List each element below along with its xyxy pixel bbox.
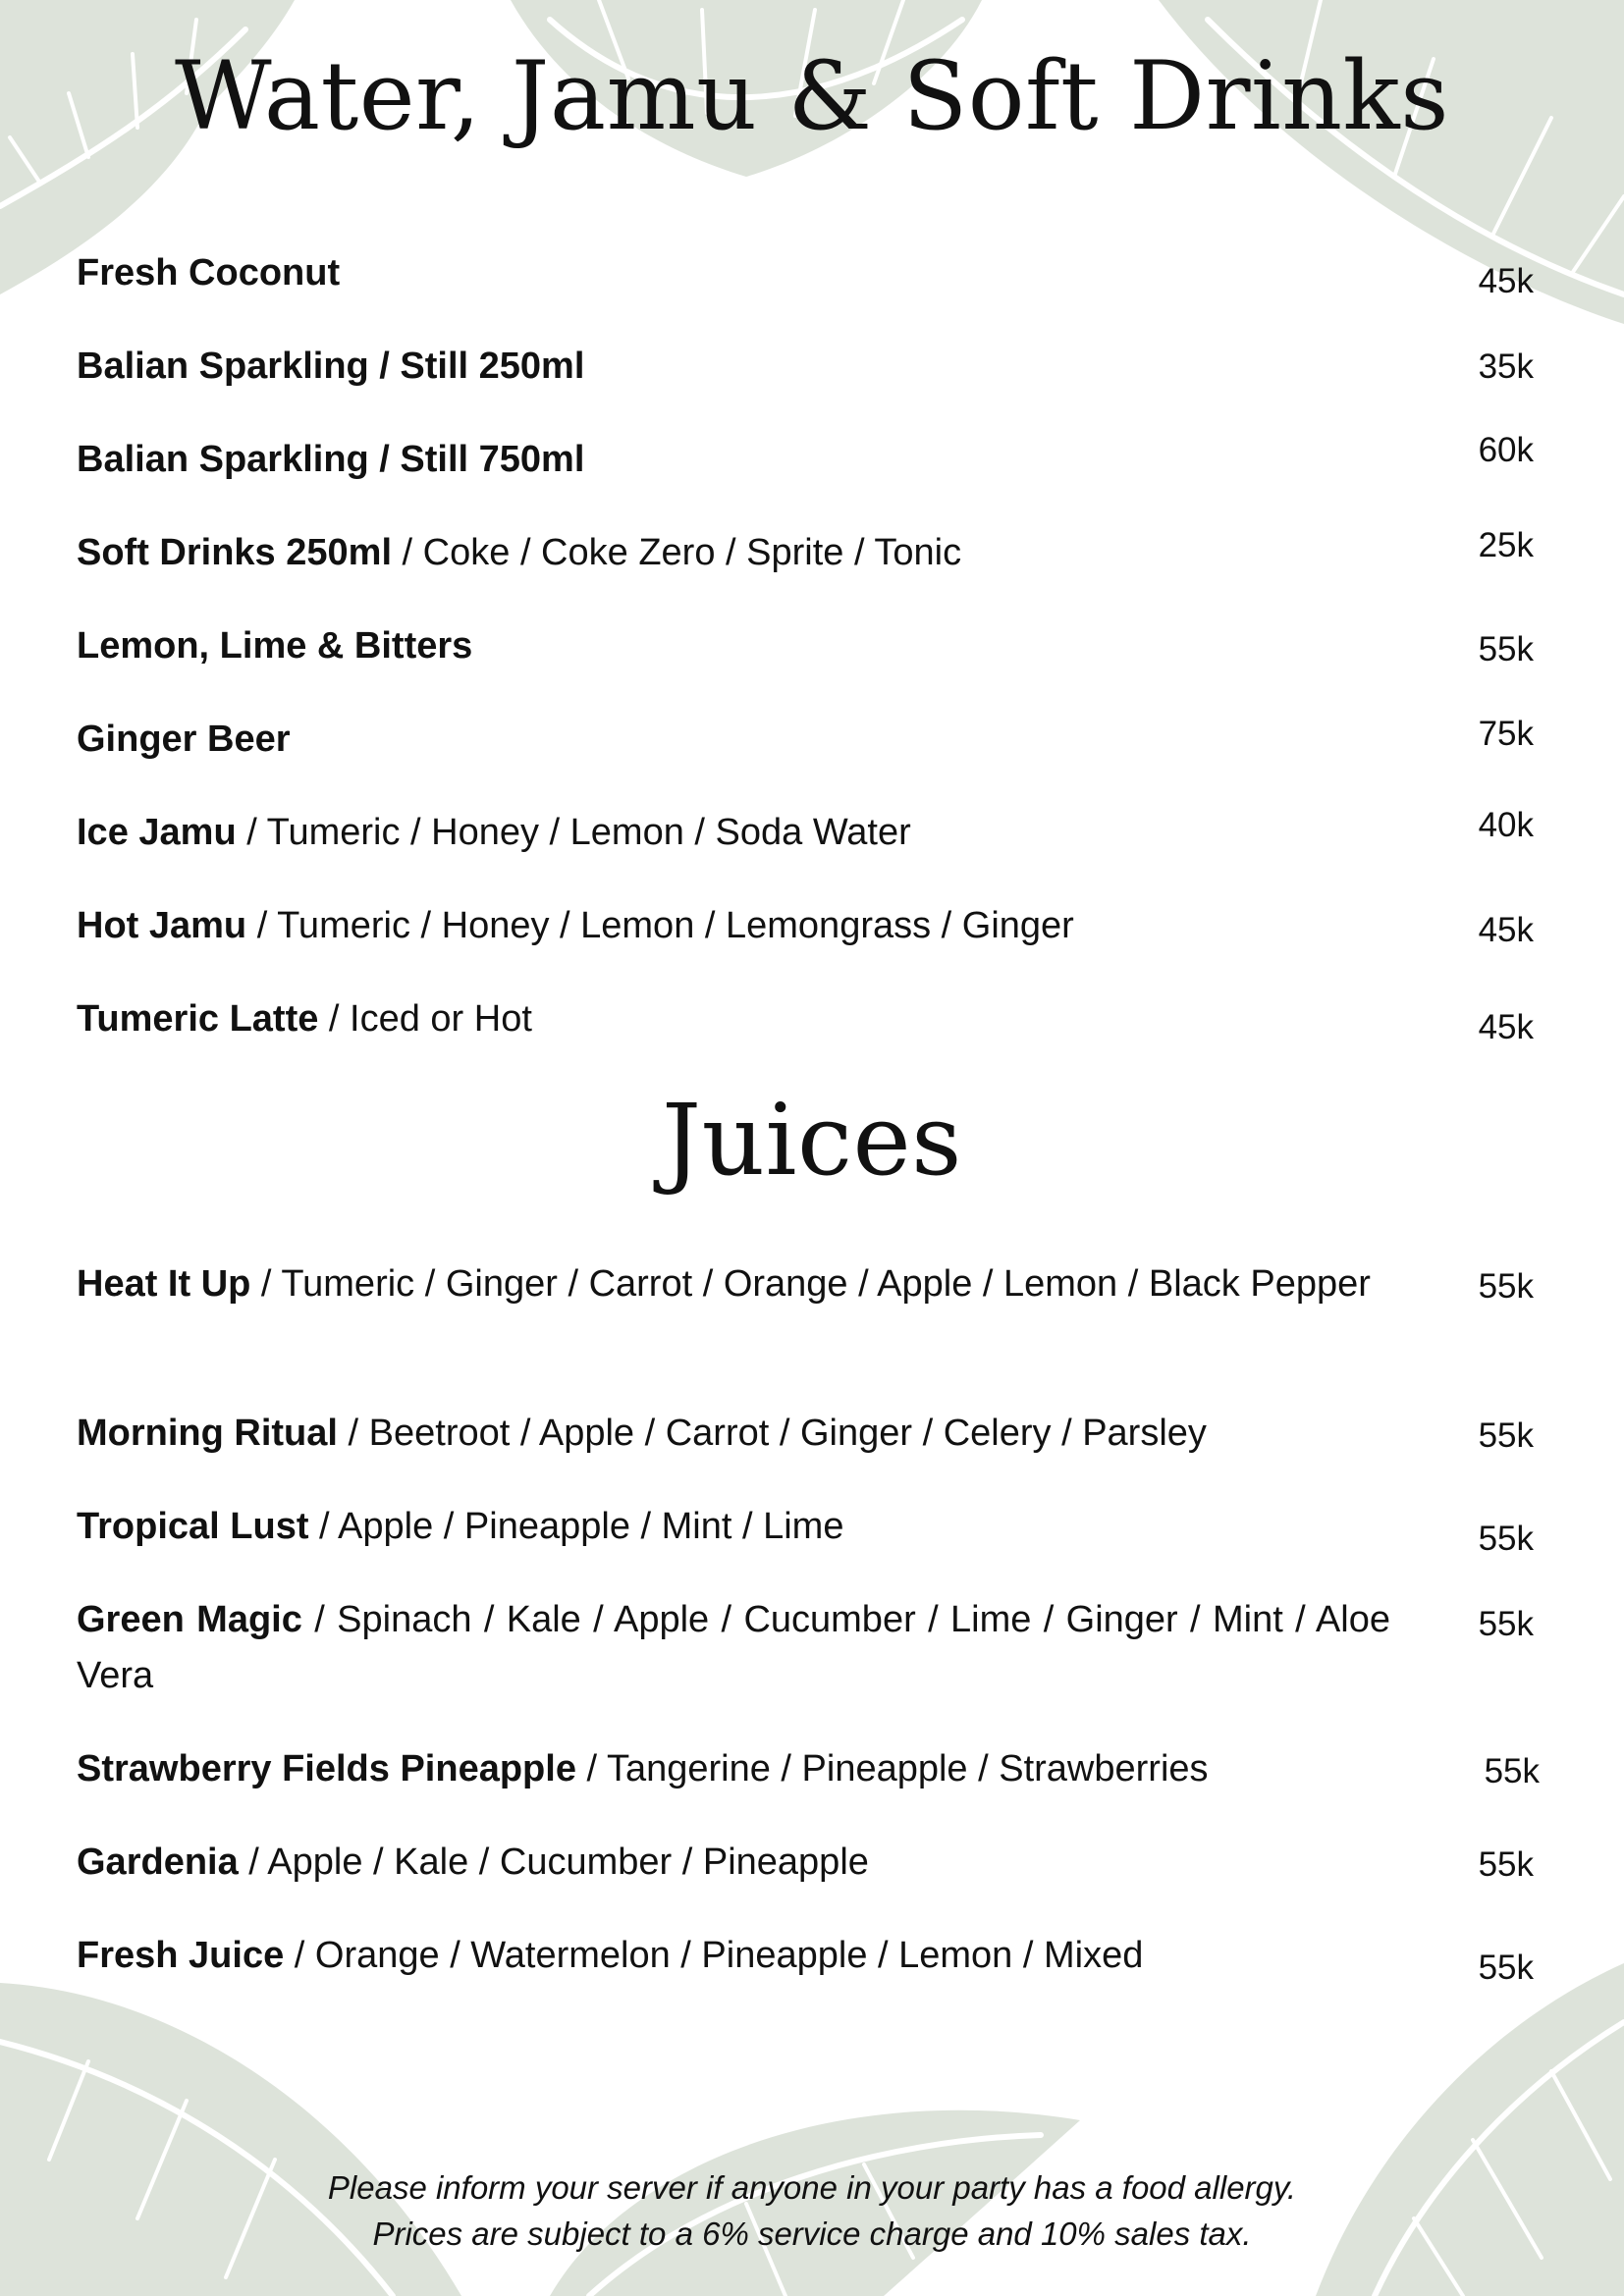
menu-item (77, 712, 1549, 805)
item-price: 40k (1478, 806, 1534, 844)
menu-item (77, 432, 1549, 525)
item-text (77, 1592, 1390, 1704)
item-desc: / Orange / Watermelon / Pineapple / Lemon / Mixed (284, 1935, 1144, 1976)
item-desc: / Spinach / Kale / Apple / Cucumber / Lime / Ginger / Mint / Aloe Vera (77, 1599, 1390, 1696)
item-name: Soft Drinks 250ml (77, 532, 392, 573)
item-name: Tropical Lust (77, 1506, 309, 1547)
menu-item (77, 1406, 1549, 1499)
item-text (77, 712, 1390, 768)
footer-charges-line: Prices are subject to a 6% service charge and 10% sales tax. (372, 2216, 1252, 2252)
item-name: Fresh Juice (77, 1935, 285, 1976)
item-price: 55k (1484, 1752, 1540, 1790)
section-title-drinks: Water, Jamu & Soft Drinks (175, 41, 1449, 151)
item-price: 45k (1478, 262, 1534, 300)
juices-list (77, 1256, 1549, 2021)
item-price: 60k (1478, 431, 1534, 469)
item-desc: / Tumeric / Ginger / Carrot / Orange / Apple / Lemon / Black Pepper (250, 1263, 1371, 1305)
item-desc: / Tumeric / Honey / Lemon / Soda Water (236, 812, 911, 853)
item-text (77, 1928, 1390, 1984)
item-text (77, 245, 1390, 301)
item-name: Ice Jamu (77, 812, 237, 853)
item-text (77, 432, 1390, 488)
item-price: 35k (1478, 347, 1534, 386)
item-text (77, 1499, 1390, 1555)
item-text (77, 525, 1390, 581)
item-text (77, 618, 1390, 674)
item-desc: / Tangerine / Pineapple / Strawberries (575, 1748, 1209, 1789)
item-name: Lemon, Lime & Bitters (77, 625, 473, 667)
menu-item (77, 1499, 1549, 1592)
item-name: Balian Sparkling / Still 250ml (77, 346, 585, 387)
item-price: 55k (1478, 1520, 1534, 1558)
item-name: Balian Sparkling / Still 750ml (77, 439, 585, 480)
menu-item (77, 805, 1549, 898)
item-price: 55k (1478, 1267, 1534, 1306)
item-price: 55k (1478, 630, 1534, 668)
item-desc: / Apple / Kale / Cucumber / Pineapple (238, 1842, 869, 1883)
section-title-juices: Juices (662, 1083, 962, 1198)
item-desc: / Tumeric / Honey / Lemon / Lemongrass / Ginger (246, 905, 1074, 946)
item-name: Ginger Beer (77, 719, 291, 760)
item-name: Strawberry Fields Pineapple (77, 1748, 576, 1789)
item-text (77, 1256, 1390, 1312)
menu-item (77, 339, 1549, 432)
item-name: Fresh Coconut (77, 252, 341, 294)
menu-item (77, 618, 1549, 712)
item-text (77, 1406, 1390, 1462)
item-name: Tumeric Latte (77, 998, 319, 1040)
item-text (77, 805, 1390, 861)
item-name: Green Magic (77, 1599, 302, 1640)
item-text (77, 991, 1390, 1047)
item-desc: / Beetroot / Apple / Carrot / Ginger / Celery / Parsley (337, 1413, 1207, 1454)
item-desc: / Iced or Hot (318, 998, 532, 1040)
menu-item (77, 1256, 1549, 1406)
menu-item (77, 1592, 1549, 1741)
item-price: 45k (1478, 911, 1534, 949)
menu-item (77, 1928, 1549, 2021)
item-desc: / Coke / Coke Zero / Sprite / Tonic (392, 532, 962, 573)
drinks-list (77, 245, 1549, 1085)
item-text (77, 339, 1390, 395)
item-price: 55k (1478, 1605, 1534, 1643)
menu-item (77, 245, 1549, 339)
item-price: 55k (1478, 1949, 1534, 1987)
item-name: Gardenia (77, 1842, 239, 1883)
item-price: 25k (1478, 526, 1534, 564)
footer-note (0, 2164, 1624, 2257)
item-name: Heat It Up (77, 1263, 251, 1305)
item-desc: / Apple / Pineapple / Mint / Lime (308, 1506, 844, 1547)
item-text (77, 898, 1390, 954)
menu-item (77, 1835, 1549, 1928)
item-price: 45k (1478, 1008, 1534, 1046)
menu-item (77, 898, 1549, 991)
item-text (77, 1741, 1390, 1797)
menu-item (77, 525, 1549, 618)
item-name: Morning Ritual (77, 1413, 338, 1454)
item-price: 55k (1478, 1416, 1534, 1455)
item-text (77, 1835, 1390, 1891)
item-name: Hot Jamu (77, 905, 247, 946)
item-price: 55k (1478, 1845, 1534, 1884)
menu-item (77, 1741, 1549, 1835)
footer-allergy-line: Please inform your server if anyone in your party has a food allergy. (327, 2169, 1297, 2206)
item-price: 75k (1478, 715, 1534, 753)
menu-item (77, 991, 1549, 1085)
